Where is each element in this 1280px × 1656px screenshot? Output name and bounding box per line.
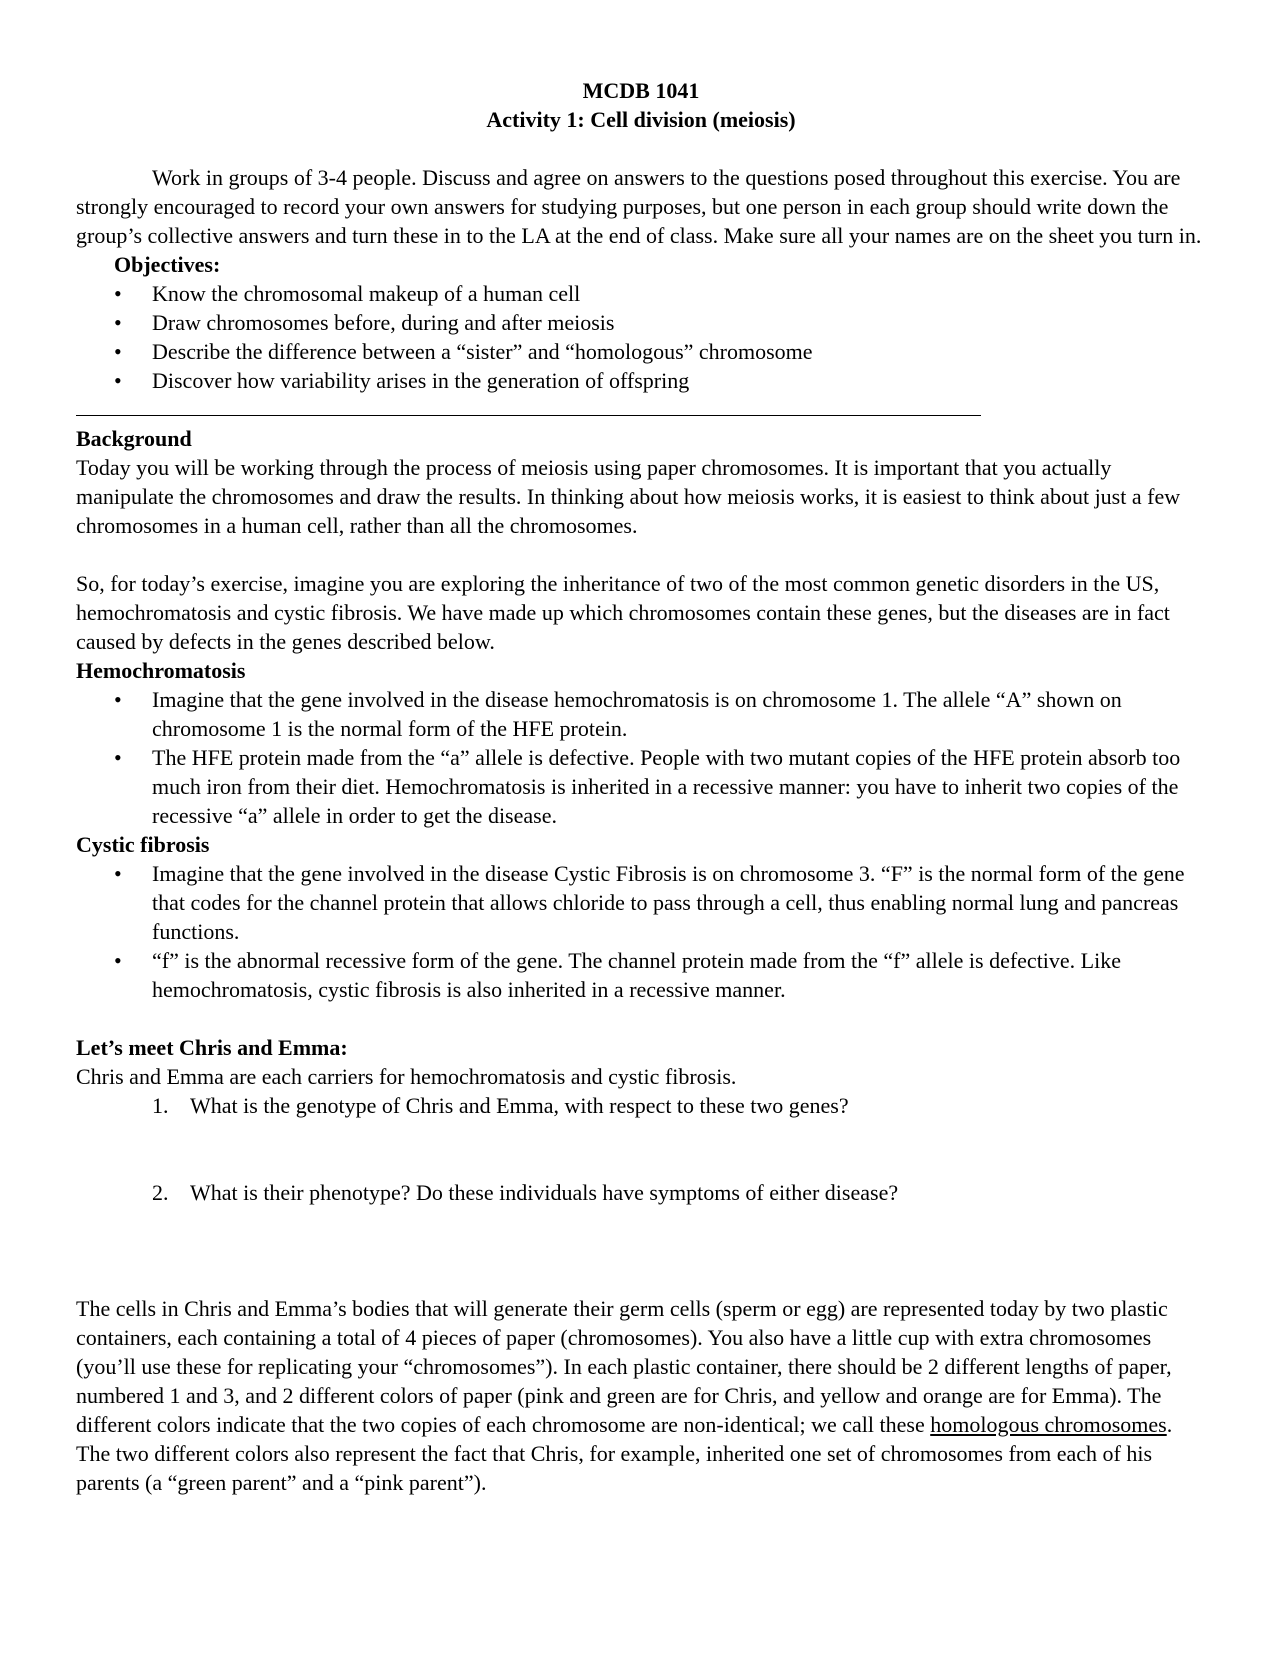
objectives-list	[76, 279, 1206, 395]
spacer	[76, 540, 1206, 569]
hemochromatosis-heading: Hemochromatosis	[76, 658, 246, 683]
answer-space	[76, 1207, 1206, 1294]
horizontal-rule	[76, 415, 981, 416]
question-item	[76, 1091, 1206, 1120]
spacer	[76, 134, 1206, 163]
questions-list	[76, 1091, 1206, 1207]
cells-text-before: The cells in Chris and Emma’s bodies that will generate their germ cells (sperm or egg) are represented today by two plastic containers, each containing a total of 4 pieces of paper (chromosomes). You also have a little cup with extra chromosomes (you’ll use these for replicating your “chromosomes”). In each plastic container, there should be 2 different lengths of paper, numbered 1 and 3, and 2 different colors of paper (pink and green are for Chris, and yellow and orange are for Emma). The different colors indicate that the two copies of each chromosome are non-identical; we call these	[76, 1296, 1172, 1437]
activity-title: Activity 1: Cell division (meiosis)	[486, 107, 796, 132]
question-text: What is the genotype of Chris and Emma, with respect to these two genes?	[190, 1093, 849, 1118]
hemochromatosis-item: • The HFE protein made from the “a” allele is defective. People with two mutant copies of the HFE protein absorb too much iron from their diet. Hemochromatosis is inherited in a recessive manner: you have to inherit two copies of the recessive “a” allele in order to get the disease.	[76, 743, 1206, 830]
question-item	[76, 1178, 1206, 1207]
hemochromatosis-item: • Imagine that the gene involved in the disease hemochromatosis is on chromosome 1. The allele “A” shown on chromosome 1 is the normal form of the HFE protein.	[76, 685, 1206, 743]
objective-item: • Draw chromosomes before, during and after meiosis	[76, 308, 1206, 337]
meet-text: Chris and Emma are each carriers for hemochromatosis and cystic fibrosis.	[76, 1064, 737, 1089]
background-paragraph-1: Today you will be working through the process of meiosis using paper chromosomes. It is important that you actually manipulate the chromosomes and draw the results. In thinking about how meiosis works, it is easiest to think about just a few chromosomes in a human cell, rather than all the chromosomes.	[76, 455, 1181, 538]
question-number: 1.	[152, 1093, 169, 1118]
cells-paragraph	[76, 1294, 1206, 1497]
document-page	[76, 76, 1206, 1497]
cells-text-after: . The two different colors also represent the fact that Chris, for example, inherited one set of chromosomes from each of his parents (a “green parent” and a “pink parent”).	[76, 1412, 1173, 1495]
objective-item: • Know the chromosomal makeup of a human cell	[76, 279, 1206, 308]
homologous-chromosomes-term: homologous chromosomes	[930, 1412, 1167, 1437]
course-title: MCDB 1041	[582, 78, 700, 103]
spacer	[76, 1004, 1206, 1033]
cystic-fibrosis-heading: Cystic fibrosis	[76, 832, 210, 857]
hemochromatosis-list	[76, 685, 1206, 830]
cystic-fibrosis-list	[76, 859, 1206, 1004]
intro-paragraph: Work in groups of 3-4 people. Discuss and agree on answers to the questions posed throughout this exercise. You are strongly encouraged to record your own answers for studying purposes, but one person in each group should write down the group’s collective answers and turn these in to the LA at the end of class. Make sure all your names are on the sheet you turn in.	[76, 165, 1202, 248]
objective-item: • Describe the difference between a “sister” and “homologous” chromosome	[76, 337, 1206, 366]
objectives-heading: Objectives:	[114, 252, 221, 277]
background-paragraph-2: So, for today’s exercise, imagine you are exploring the inheritance of two of the most common genetic disorders in the US, hemochromatosis and cystic fibrosis. We have made up which chromosomes contain these genes, but the diseases are in fact caused by defects in the genes described below.	[76, 571, 1170, 654]
meet-heading: Let’s meet Chris and Emma:	[76, 1035, 348, 1060]
cystic-fibrosis-item: • Imagine that the gene involved in the disease Cystic Fibrosis is on chromosome 3. “F” is the normal form of the gene that codes for the channel protein that allows chloride to pass through a cell, thus enabling normal lung and pancreas functions.	[76, 859, 1206, 946]
question-text: What is their phenotype? Do these individuals have symptoms of either disease?	[190, 1180, 899, 1205]
question-number: 2.	[152, 1180, 169, 1205]
background-heading: Background	[76, 426, 192, 451]
objective-item: • Discover how variability arises in the generation of offspring	[76, 366, 1206, 395]
cystic-fibrosis-item: • “f” is the abnormal recessive form of the gene. The channel protein made from the “f” allele is defective. Like hemochromatosis, cystic fibrosis is also inherited in a recessive manner.	[76, 946, 1206, 1004]
